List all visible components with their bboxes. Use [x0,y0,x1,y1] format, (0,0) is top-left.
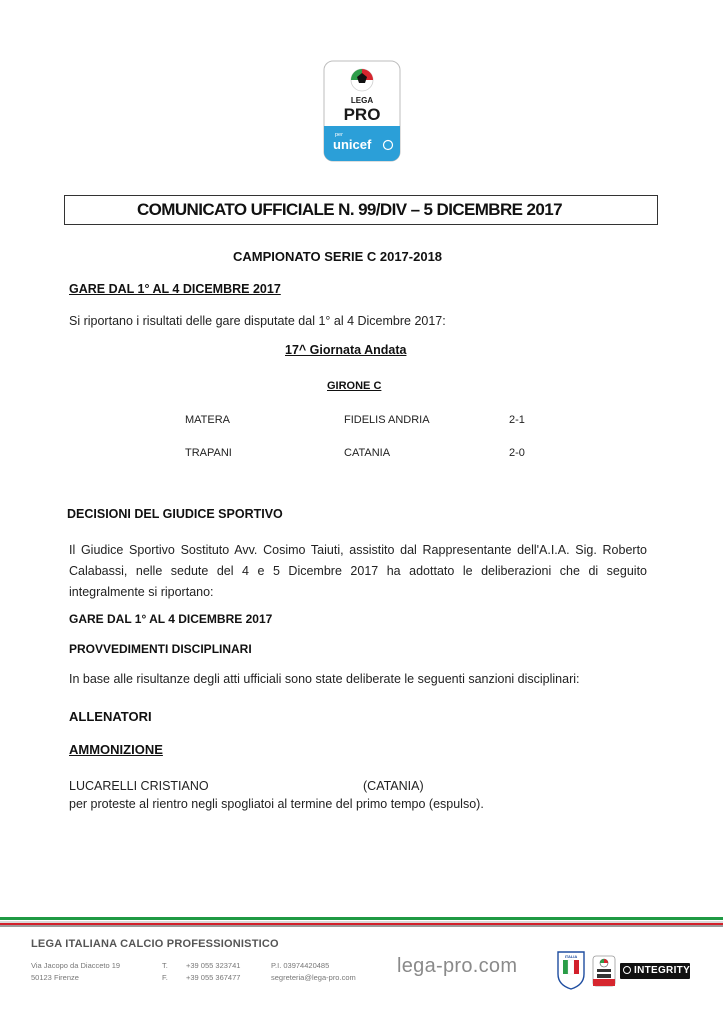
footer-phone: +39 055 323741 [186,961,241,970]
footer-email: segreteria@lega-pro.com [271,973,356,982]
document-title: COMUNICATO UFFICIALE N. 99/DIV – 5 DICEMBRE 2017 [137,200,562,219]
warning-heading: AMMONIZIONE [69,742,163,757]
results-intro-text: Si riportano i risultati delle gare disputate dal 1° al 4 Dicembre 2017: [69,314,446,328]
match-home-team: TRAPANI [185,447,232,459]
match-home-team: MATERA [185,414,231,426]
footer-address-line2: 50123 Firenze [31,973,79,982]
coaches-heading: ALLENATORI [69,709,152,724]
footer-phone-label: T. [162,961,168,970]
championship-heading: CAMPIONATO SERIE C 2017-2018 [233,249,443,264]
sanctioned-person-name: LUCARELLI CRISTIANO [69,779,209,793]
footer-vat-number: P.I. 03974420485 [271,961,330,970]
disciplinary-heading: PROVVEDIMENTI DISCIPLINARI [69,642,252,656]
footer-organization: LEGA ITALIANA CALCIO PROFESSIONISTICO [31,938,279,950]
sanctioned-person-team: (CATANIA) [363,779,424,793]
logo-unicef-text: unicef [333,137,372,152]
document-title-box [64,195,658,225]
footer-fax-label: F. [162,973,168,982]
decisions-heading: DECISIONI DEL GIUDICE SPORTIVO [67,507,283,521]
lega-pro-small-badge [592,955,616,987]
match-score: 2-0 [509,447,525,459]
figc-italia-badge [556,950,586,990]
footer-tricolor-stripe [0,914,723,924]
integrity-badge [620,963,690,979]
games-heading-2: GARE DAL 1° AL 4 DICEMBRE 2017 [69,612,273,626]
sanctions-intro-text: In base alle risultanze degli atti ufficiali sono state deliberate le seguenti sanzioni disciplinari: [69,672,580,686]
footer-website: lega-pro.com [397,955,518,977]
logo-per-text: per [335,132,343,138]
integrity-icon [623,966,631,974]
sanction-reason: per proteste al rientro negli spogliatoi al termine del primo tempo (espulso). [69,797,484,811]
logo-pro-text: PRO [343,105,381,124]
lega-pro-unicef-logo [323,60,401,162]
games-heading: GARE DAL 1° AL 4 DICEMBRE 2017 [69,282,281,296]
match-away-team: CATANIA [344,447,391,459]
footer-address-line1: Via Jacopo da Diacceto 19 [31,961,121,970]
footer-fax: +39 055 367477 [186,973,241,982]
logo-lega-text: LEGA [350,96,374,105]
match-score: 2-1 [509,414,525,426]
integrity-label: INTEGRITY [634,965,691,976]
decisions-paragraph: Il Giudice Sportivo Sostituto Avv. Cosimo Taiuti, assistito dal Rappresentante dell'A.I.A. Sig. Roberto Calabassi, nelle sedute del 4 e 5 Dicembre 2017 ha adottato le deliberazioni che di seguito integralmente si riportano: [69,543,647,599]
match-away-team: FIDELIS ANDRIA [344,414,430,426]
group-heading: GIRONE C [327,380,382,392]
badge-italia-text: ITALIA [564,954,578,959]
round-heading: 17^ Giornata Andata [285,343,407,357]
